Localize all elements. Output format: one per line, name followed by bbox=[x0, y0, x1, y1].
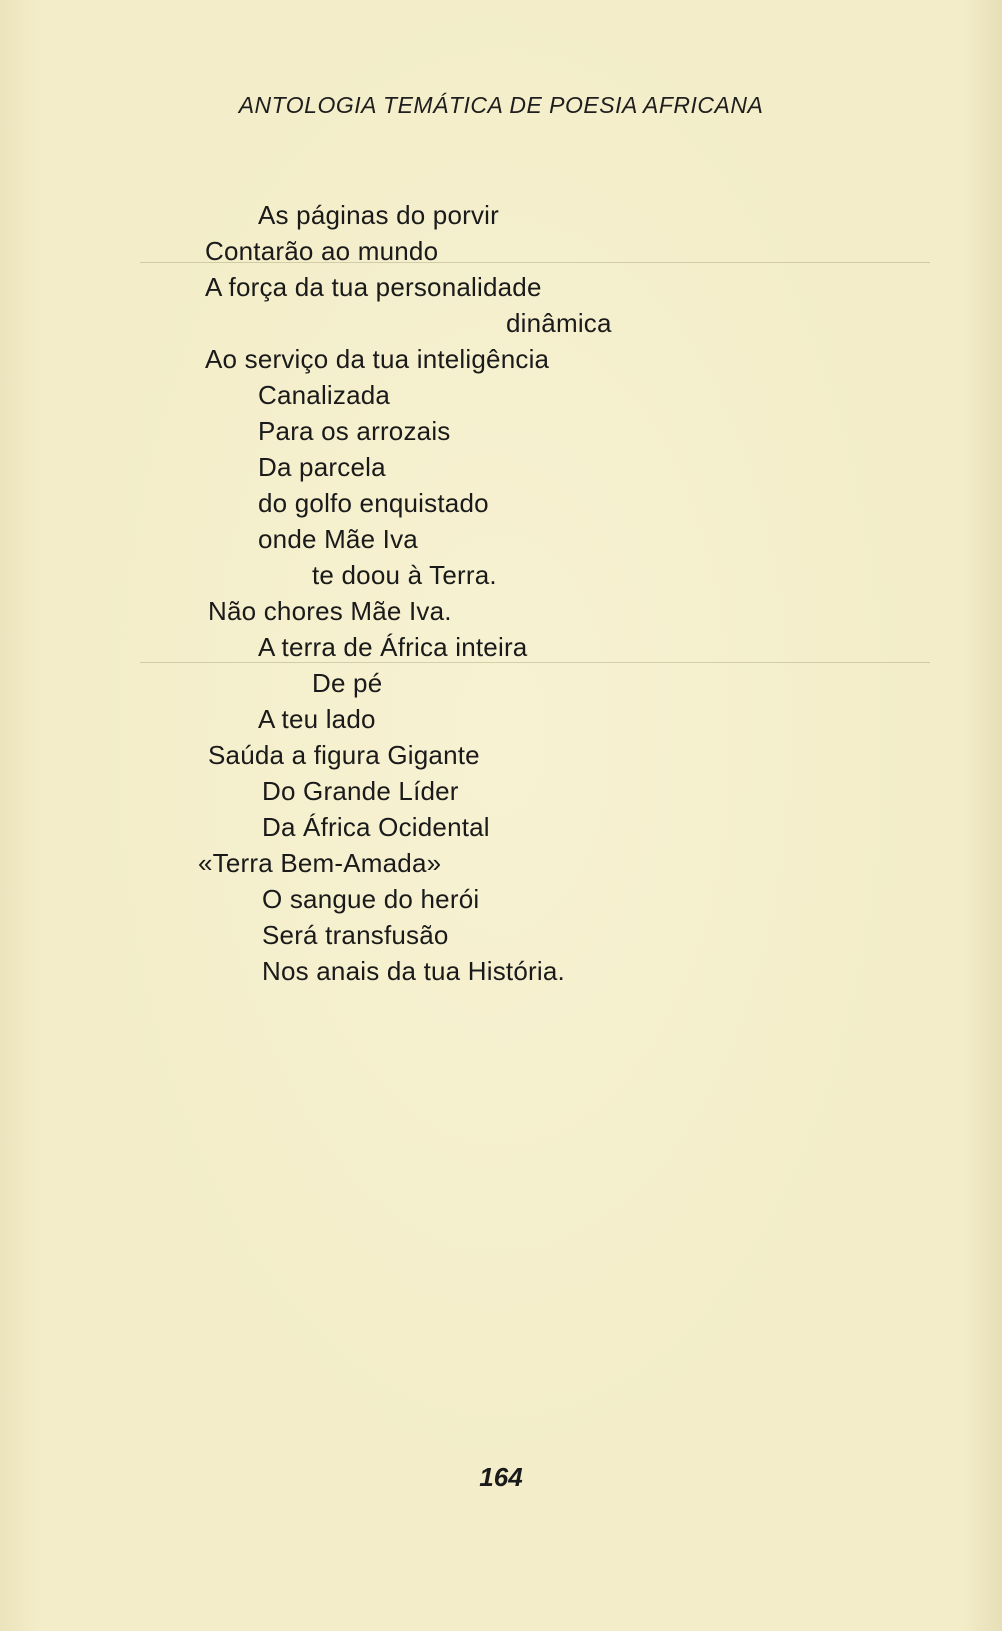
poem-line: Contarão ao mundo bbox=[205, 236, 439, 266]
poem-line: De pé bbox=[312, 668, 383, 698]
poem-line: Não chores Mãe Iva. bbox=[208, 596, 452, 626]
poem-line: «Terra Bem-Amada» bbox=[198, 848, 442, 878]
poem-line: Para os arrozais bbox=[258, 416, 451, 446]
poem-line: Nos anais da tua História. bbox=[262, 956, 565, 986]
poem-line: Da parcela bbox=[258, 452, 386, 482]
poem-line: Do Grande Líder bbox=[262, 776, 459, 806]
poem-line: A teu lado bbox=[258, 704, 376, 734]
poem-line: te doou à Terra. bbox=[312, 560, 497, 590]
poem-line: A força da tua personalidade bbox=[205, 272, 542, 302]
poem-line: Ao serviço da tua inteligência bbox=[205, 344, 550, 374]
page-number: 164 bbox=[479, 1462, 523, 1492]
poem-line: Saúda a figura Gigante bbox=[208, 740, 480, 770]
poem-line: Da África Ocidental bbox=[262, 812, 490, 842]
poem-line: O sangue do herói bbox=[262, 884, 480, 914]
poem-line: As páginas do porvir bbox=[258, 200, 500, 230]
poem-line: dinâmica bbox=[506, 308, 612, 338]
running-title: ANTOLOGIA TEMÁTICA DE POESIA AFRICANA bbox=[238, 92, 764, 118]
poem-line: do golfo enquistado bbox=[258, 488, 489, 518]
poem-line: Canalizada bbox=[258, 380, 391, 410]
poem-line: A terra de África inteira bbox=[258, 632, 528, 662]
poem-line: onde Mãe Iva bbox=[258, 524, 418, 554]
poem-line: Será transfusão bbox=[262, 920, 449, 950]
show-through-rule bbox=[140, 662, 930, 663]
